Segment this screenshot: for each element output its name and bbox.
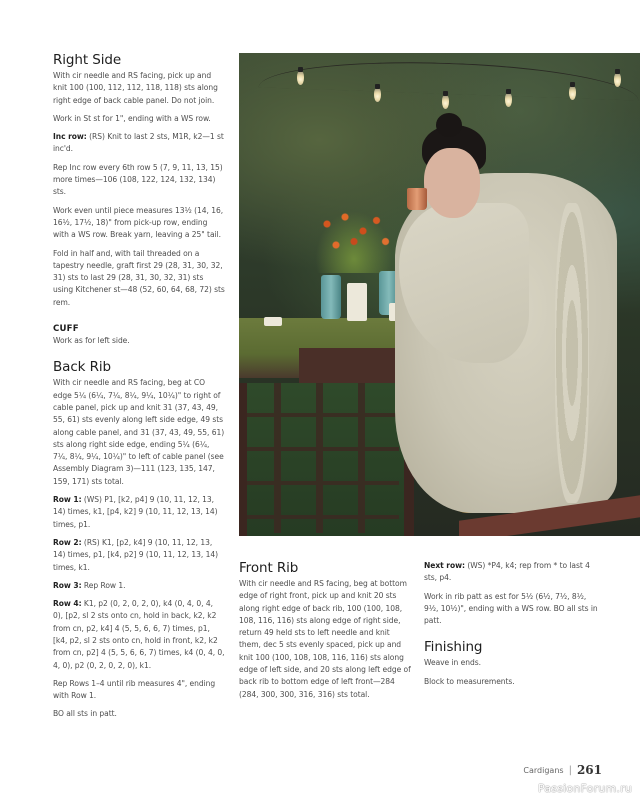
- heading-right-side: Right Side: [53, 52, 122, 68]
- row-text: Rep Row 1.: [81, 580, 126, 590]
- light-bulb-icon: [505, 93, 512, 107]
- paragraph: Weave in ends.: [424, 658, 481, 668]
- separator: |: [568, 764, 572, 776]
- hair-bun: [436, 113, 462, 137]
- row-label: Row 3:: [53, 580, 82, 590]
- light-bulb-icon: [569, 86, 576, 100]
- cable-pattern: [555, 203, 589, 503]
- inc-row-paragraph: [53, 131, 225, 156]
- cardigan-photo: [239, 53, 640, 536]
- paragraph: Block to measurements.: [424, 676, 515, 686]
- inc-row-label: Inc row:: [53, 132, 87, 142]
- paragraph: Rep Rows 1–4 until rib measures 4", ending with Row 1.: [53, 678, 216, 701]
- inc-row-text: (RS) Knit to last 2 sts, M1R, k2—1 st inc'd.: [53, 132, 224, 154]
- next-row-paragraph: [424, 560, 602, 585]
- paragraph: Work even until piece measures 13½ (14, 16, 16½, 17½, 18)" from pick-up row, ending with a WS row. Break yarn, leaving a 25" tail.: [53, 205, 224, 240]
- paragraph: Work as for left side.: [53, 336, 130, 346]
- paragraph: Work in rib patt as est for 5½ (6½, 7½, 8½, 9½, 10½)", ending with a WS row. BO all sts in patt.: [424, 591, 598, 626]
- row-instruction: [53, 580, 225, 592]
- section-name: Cardigans: [523, 765, 564, 775]
- next-row-text: (WS) *P4, k4; rep from * to last 4 sts, p4.: [424, 561, 590, 583]
- row-text: K1, p2 (0, 2, 0, 2, 0), k4 (0, 4, 0, 4, 0), [p2, sl 2 sts onto cn, hold in back, k2, k2 from cn, p2, k4] 4 (5, 5, 6, 6, 7) times, p1, [k4, p2, sl 2 sts onto cn, hold in front, k2, k2 from cn, p2] 4 (5, 5, 6, 6, 7) times, k4 (0, 4, 0, 4, 0), p2 (0, 2, 0, 2, 0), k1.: [53, 599, 225, 670]
- heading-back-rib: Back Rib: [53, 359, 111, 376]
- paragraph: Fold in half and, with tail threaded on a tapestry needle, graft first 29 (28, 31, 30, 32, 31) sts to last 29 (28, 31, 30, 32, 31) sts using Kitchener st—48 (52, 60, 64, 68, 72) sts rem.: [53, 248, 225, 307]
- section-back-rib: [53, 359, 225, 720]
- heading-cuff: CUFF: [53, 324, 79, 335]
- left-column: [53, 52, 225, 727]
- row-instruction: [53, 537, 225, 574]
- table-leg: [239, 383, 247, 536]
- candle: [264, 317, 282, 326]
- row-instruction: [53, 494, 225, 531]
- light-bulb-icon: [297, 71, 304, 85]
- candle: [347, 283, 367, 321]
- heading-finishing: Finishing: [424, 639, 483, 656]
- copper-mug: [407, 188, 427, 210]
- row-label: Row 1:: [53, 495, 82, 505]
- berry-bouquet: [309, 203, 399, 273]
- section-cuff: [53, 323, 225, 347]
- paragraph: BO all sts in patt.: [53, 709, 117, 719]
- heading-front-rib: Front Rib: [239, 560, 299, 576]
- row-text: (WS) P1, [k2, p4] 9 (10, 11, 12, 13, 14) times, k1, [p4, k2] 9 (10, 11, 12, 13, 14) times, p1.: [53, 495, 218, 529]
- watermark: PassionForum.ru: [538, 782, 632, 795]
- paragraph: With cir needle and RS facing, beg at bottom edge of right front, pick up and knit 20 sts along right edge of back rib, 100 (100, 108, 108, 116, 116) sts along edge of right side, return 49 held sts to left needle and knit them, dec 5 sts evenly spaced, pick up and knit 100 (100, 108, 108, 116, 116) sts along edge of left side, and 20 sts along left edge of back rib to bottom edge of left front—284 (284, 300, 300, 316, 316) sts total.: [239, 579, 411, 699]
- right-column: [424, 560, 602, 694]
- row-label: Row 2:: [53, 537, 82, 547]
- section-right-side: [53, 52, 225, 309]
- mason-jar: [321, 275, 341, 319]
- paragraph: With cir needle and RS facing, beg at CO edge 5¼ (6¼, 7¼, 8¼, 9¼, 10¼)" to right of cable panel, pick up and knit 31 (37, 43, 49, 55, 61) sts evenly along left side edge, 49 sts along cable panel, and 31 (37, 43, 49, 55, 61) sts along right side edge, ending 5¼ (6¼, 7¼, 8¼, 9¼, 10¼)" to left of cable panel (see Assembly Diagram 3)—111 (123, 135, 147, 159, 171) sts total.: [53, 378, 225, 486]
- middle-column: [239, 560, 411, 707]
- row-label: Row 4:: [53, 599, 82, 609]
- wooden-fence: [239, 383, 399, 533]
- face: [424, 148, 480, 218]
- next-row-label: Next row:: [424, 561, 465, 570]
- light-bulb-icon: [614, 73, 621, 87]
- paragraph: With cir needle and RS facing, pick up and knit 100 (100, 112, 112, 118, 118) sts along right edge of back cable panel. Do not join.: [53, 71, 218, 105]
- row-text: (RS) K1, [p2, k4] 9 (10, 11, 12, 13, 14) times, p1, [k4, p2] 9 (10, 11, 12, 13, 14) times, k1.: [53, 537, 218, 572]
- light-bulb-icon: [442, 95, 449, 109]
- page-footer: [523, 763, 602, 777]
- page-number: 261: [576, 763, 602, 777]
- light-bulb-icon: [374, 88, 381, 102]
- paragraph: Rep Inc row every 6th row 5 (7, 9, 11, 13, 15) more times—106 (108, 122, 124, 132, 134) sts.: [53, 162, 223, 197]
- row-instruction: [53, 598, 225, 672]
- paragraph: Work in St st for 1", ending with a WS row.: [53, 113, 211, 123]
